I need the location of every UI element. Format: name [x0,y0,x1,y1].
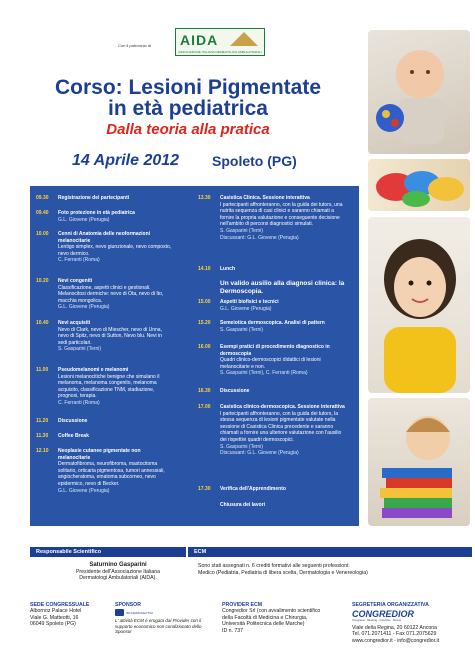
program-desc: I partecipanti affronteranno, con la guida dei tutors, la stessa sequenza di lesioni pigmentate valutate nella sessione di Casistica Clinica precedente e saranno chiamati a fornire una ulteriore valutazione con l'ausilio dei rispettivi quadri dermoscopici. [220,410,342,443]
program-title: Nevi acquisiti [58,320,91,326]
segreteria-block [352,602,467,644]
program-time: 16.00 [198,344,211,350]
ecm-heading: ECM [188,547,472,557]
program-content [58,195,172,202]
provider-line: Congredior Srl (con avvalimento scientifico [222,608,321,614]
responsabile-heading: Responsabile Scientifico [30,547,186,557]
aida-logo [175,28,265,56]
program-content [58,320,172,353]
program-speaker: G.L. Giovene (Perugia) [58,216,110,223]
program-time: 11.00 [36,367,49,373]
pyramid-icon [230,32,258,46]
program-speaker: S. Gasparini (Terni) [58,346,102,353]
program-desc: Lesioni melanocitiche benigne che simulano il melanoma, melanoma congenito, melanoma acquisito, classificazione TNM, stadiazione, prognosi, terapia. [58,373,160,400]
program-time: 16.30 [198,388,211,394]
program-speaker: S. Gasparini (Terni) [220,326,264,333]
program-content [58,367,172,407]
course-date: 14 Aprile 2012 [72,152,180,169]
provider-line: della Facoltà di Medicina e Chirurgia, [222,614,308,621]
ecm-line2: Medico (Pediatria, Pediatria di libera scelta, Dermatologia e Venereologia) [198,569,368,576]
program-content [220,388,346,395]
congredior-logo-sub: Congressi · Meeting · Incentive · Eventi [352,618,401,622]
program-time: 17.00 [198,404,211,410]
program-time: 14.10 [198,266,211,272]
provider-block [222,602,346,634]
responsabile-name: Saturnino Gasparini [89,562,147,568]
program-content [58,231,172,264]
program-title: Casistica Clinica. Sessione interattiva [220,195,310,201]
program-content [58,210,172,223]
program-time: 09.40 [36,210,49,216]
program-speaker: S. Gasparini (Terni) [220,443,264,450]
program-content [58,278,172,311]
sponsor-block [115,602,215,635]
provider-heading: PROVIDER ECM [222,602,263,608]
program-content [220,320,346,333]
sede-heading: SEDE CONGRESSUALE [30,602,90,608]
program-content [220,280,346,296]
program-time: 15.00 [198,299,211,305]
program-content [220,266,346,273]
segreteria-heading: SEGRETERIA ORGANIZZATIVA [352,602,429,608]
program-desc: Quadri clinico-dermoscopici didattici di lesioni melanocitarie e non. [220,357,321,370]
responsabile-line1: Presidente dell'Associazione Italiana [75,568,161,575]
program-title: Coffee Break [58,433,89,439]
responsabile-line2: Dermatologi Ambulatoriali (AIDA). [79,575,157,581]
program-speaker: S. Gasparini (Terni) [220,227,264,234]
program-time: 10.40 [36,320,49,326]
program-speaker: G.L. Giovene (Perugia) [58,487,110,494]
baby-photo [368,30,470,154]
program-title: Semeiotica dermoscopica. Analisi di pattern [220,320,325,326]
congredior-logo [352,609,467,623]
course-place: Spoleto (PG) [212,153,297,169]
sponsor-logo-text: IDI FARMACEUTICI [126,610,154,615]
aida-logo-sub: ASSOCIAZIONE ITALIANA DERMATOLOGI AMBULATORIALI [178,50,262,54]
program-time: 13.30 [198,195,211,201]
sponsor-logo [115,609,215,616]
sede-block [30,602,110,628]
provider-line: ID n. 737 [222,627,244,634]
program-content [220,195,346,241]
patronage-label: Con il patrocinio di [118,43,151,48]
provider-line: Università Politecnica delle Marche) [222,621,305,627]
congredior-logo-text: CONGREDIOR [352,609,415,619]
sponsor-note: L' attività ECM è erogata dal Provider con il supporto economico non condizionato dello Sponsor [115,618,202,635]
course-title-line1: Corso: Lesioni Pigmentate [54,76,322,99]
program-time: 09.30 [36,195,49,201]
program-speaker: S. Gasparini (Terni), C. Ferranti (Roma) [220,370,308,377]
program-title: Discussione [220,388,250,394]
program-content [220,486,346,493]
program-title: Un valido ausilio alla diagnosi clinica: la Dermoscopia. [220,280,345,295]
program-discussant: Discussant: G.L. Giovene (Perugia) [220,450,299,457]
program-title: Pseudomelanomi e melanomi [58,367,129,373]
ecm-block [198,563,466,576]
ecm-line1: Sono stati assegnati n. 6 crediti formativi alle seguenti professioni: [198,563,350,569]
program-content [58,448,172,494]
program-speaker: G.L. Giovene (Perugia) [58,304,110,311]
program-desc: Classificazione, aspetti clinici e gestionali. Melanocitosi dermiche: nevo di Ota, nevo di Ito, macchia mongolica. [58,284,164,304]
program-time: 11.30 [36,433,49,439]
program-time: 11.20 [36,418,49,424]
program-title: Nevi congeniti [58,278,93,284]
program-time: 10.20 [36,278,49,284]
segreteria-line: Viale della Regina, 20 60122 Ancona [352,624,437,631]
program-title: Cenni di Anatomia delle neoformazioni melanocitarie [58,231,151,244]
program-content [220,299,346,312]
painted-hands-photo [368,159,470,211]
program-title: Discussione [58,418,88,424]
sponsor-heading: SPONSOR [115,602,141,608]
sede-line: Viale G. Matteotti, 16 [30,614,79,621]
program-desc: Nevo di Clark, nevo di Miescher, nevo di Unna, nevo di Spitz, nevo di Sutton, Nevo blu. Nevi in sedi particolari. [58,326,162,346]
program-discussant: Discussant: G.L. Giovene (Perugia) [220,234,299,241]
program-title: Neoplasie cutanee pigmentate non melanocitarie [58,448,141,461]
program-title: Chiusura dei lavori [220,502,266,508]
course-subtitle: Dalla teoria alla pratica [106,121,270,138]
program-desc: Dermatofibroma, neurofibroma, mastocitoma solitario, orticaria pigmentosa, tumori annessiali, angiocheratoma, ematoma subcorneo, nevo epidermico, nevo di Becker. [58,461,165,487]
program-time: 17.30 [198,486,211,492]
course-title-line2: in età pediatrica [108,97,268,120]
program-time: 12.10 [36,448,49,454]
program-content [58,433,172,440]
program-title: Verifica dell'Apprendimento [220,486,286,492]
sede-line: Albornoz Palace Hotel [30,608,82,614]
responsabile-block [48,562,188,582]
program-title: Lunch [220,266,235,272]
program-desc: Lentigo simplex, nevo giunzionale, nevo composto, nevo dermico. [58,244,172,257]
program-title: Registrazione dei partecipanti [58,195,130,201]
program-title: Aspetti biofisici e tecnici [220,299,279,305]
program-content [220,344,346,377]
child-books-photo [368,398,470,526]
program-desc: I partecipanti affronteranno, con la guida dei tutors, una nutrita sequenza di casi clinici e saranno chiamati a fornire la propria valutazione e conseguente decisione nell'ambito di percorsi diagnostici simulati. [220,201,343,228]
idi-logo-icon [115,609,124,616]
program-content [220,404,346,457]
girl-photo [368,217,470,393]
program-title: Casistica clinico-dermoscopica. Sessione interattiva [220,404,345,410]
aida-logo-text: AIDA [180,32,219,48]
program-title: Esempi pratici di procedimento diagnostico in dermoscopia [220,344,330,357]
program-content [58,418,172,425]
program-content [220,502,346,509]
program-speaker: G.L. Giovene (Perugia) [220,305,272,312]
segreteria-line: www.congredior.it - info@congredior.it [352,637,440,644]
program-time: 10.00 [36,231,49,237]
program-time: 15.20 [198,320,211,326]
segreteria-line: Tel. 071.2071411 - Fax 071.2075629 [352,631,437,637]
program-panel [30,186,359,526]
program-speaker: C. Ferranti (Roma) [58,399,100,406]
sede-line: 06049 Spoleto (PG) [30,621,76,627]
program-speaker: C. Ferranti (Roma) [58,257,100,264]
program-title: Foto protezione in età pediatrica [58,210,135,216]
